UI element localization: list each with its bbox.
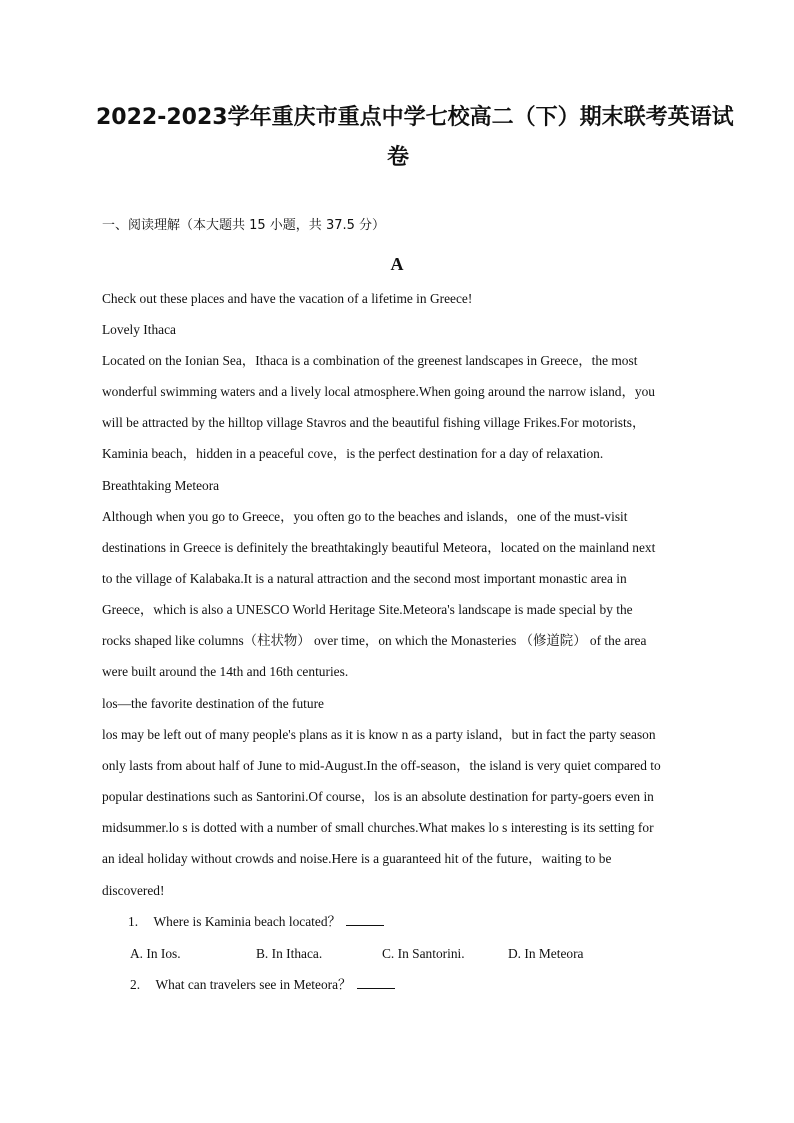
question-1 — [128, 913, 384, 931]
option-a[interactable] — [130, 945, 181, 963]
passage-line: Greece，which is also a UNESCO World Heritage Site.Meteora's landscape is made special by the — [102, 602, 633, 617]
question-2 — [130, 976, 395, 994]
passage-line: midsummer.lo s is dotted with a number of small churches.What makes lo s interesting is its setting for — [102, 820, 654, 835]
option-letter: D. — [508, 946, 522, 961]
part-label: A — [390, 254, 404, 274]
question-number: 2. — [130, 977, 141, 992]
passage-subheading: Breathtaking Meteora — [102, 478, 220, 493]
question-text: What can travelers see in Meteora？ — [155, 977, 352, 992]
option-text: In Ithaca. — [271, 946, 323, 961]
document-title-line-2: 卷 — [386, 145, 409, 170]
option-c[interactable] — [382, 945, 465, 963]
passage-line: discovered! — [102, 883, 165, 898]
passage-subheading: Lovely Ithaca — [102, 322, 176, 337]
question-text: Where is Kaminia beach located？ — [153, 914, 341, 929]
document-title-line-1: 2022-2023学年重庆市重点中学七校高二（下）期末联考英语试 — [96, 105, 734, 130]
question-number: 1. — [128, 914, 139, 929]
option-text: In Meteora — [524, 946, 584, 961]
passage-line: were built around the 14th and 16th centuries. — [102, 664, 349, 679]
passage-line: destinations in Greece is definitely the breathtakingly beautiful Meteora，located on the mainland next — [102, 540, 656, 555]
passage-line: rocks shaped like columns（柱状物） over time，on which the Monasteries （修道院） of the area — [102, 633, 647, 648]
passage-line: will be attracted by the hilltop village Stavros and the beautiful fishing village Frikes.For motorists， — [102, 415, 646, 430]
passage-line: to the village of Kalabaka.It is a natural attraction and the second most important monastic area in — [102, 571, 627, 586]
option-text: In Santorini. — [397, 946, 465, 961]
passage-line: Although when you go to Greece，you often go to the beaches and islands，one of the must-visit — [102, 509, 628, 524]
option-letter: B. — [256, 946, 269, 961]
passage-line: Kaminia beach，hidden in a peaceful cove，is the perfect destination for a day of relaxation. — [102, 446, 604, 461]
passage-line: only lasts from about half of June to mid-August.In the off-season，the island is very quiet compared to — [102, 758, 661, 773]
passage-line: an ideal holiday without crowds and noise.Here is a guaranteed hit of the future，waiting to be — [102, 851, 612, 866]
option-text: In Ios. — [146, 946, 181, 961]
passage-line: wonderful swimming waters and a lively local atmosphere.When going around the narrow island，you — [102, 384, 655, 399]
passage-subheading: los—the favorite destination of the future — [102, 696, 324, 711]
option-letter: C. — [382, 946, 395, 961]
option-d[interactable] — [508, 945, 584, 963]
passage-line: popular destinations such as Santorini.Of course，los is an absolute destination for party-goers even in — [102, 789, 654, 804]
option-letter: A. — [130, 946, 144, 961]
option-b[interactable] — [256, 945, 322, 963]
passage-line: los may be left out of many people's plans as it is know n as a party island，but in fact the party season — [102, 727, 656, 742]
passage-line: Located on the Ionian Sea，Ithaca is a combination of the greenest landscapes in Greece，the most — [102, 353, 638, 368]
passage-line: Check out these places and have the vacation of a lifetime in Greece! — [102, 291, 473, 306]
section-heading: 一、阅读理解（本大题共 15 小题，共 37.5 分） — [102, 218, 386, 233]
answer-blank[interactable] — [346, 913, 384, 926]
answer-blank[interactable] — [357, 976, 395, 989]
